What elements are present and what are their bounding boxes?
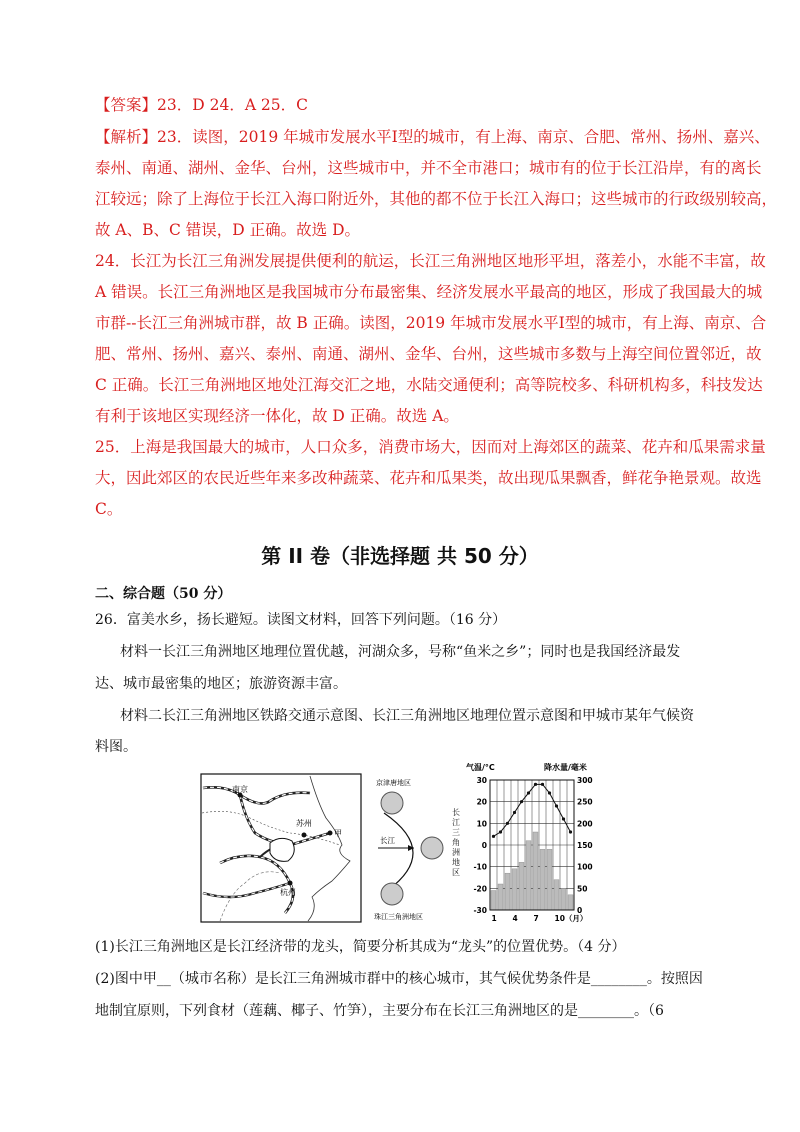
material-2-line: 材料二长江三角洲地区铁路交通示意图、长江三角洲地区地理位置示意图和甲城市某年气候资 [120,708,694,724]
x-tick-label: 10（月） [554,914,588,923]
analysis-line: 故 A、B、C 错误，D 正确。故选 D。 [95,221,361,239]
temperature-point [534,783,537,786]
right-tick-label: 50 [577,884,588,894]
temperature-point [569,830,572,833]
precipitation-bar [491,891,496,911]
left-tick-label: 20 [476,797,487,807]
answer-line [95,95,735,115]
temperature-point [513,811,516,814]
precipitation-bar [533,832,538,910]
analysis-line: 江较远；除了上海位于长江入海口附近外，其他的都不位于长江入海口；这些城市的行政级别较高， [95,190,778,208]
analysis-line: C。 [95,500,123,518]
location-diagram [372,773,462,923]
analysis-label: 【解析】 [95,128,158,146]
right-tick-label: 250 [577,797,593,807]
precipitation-bar [568,895,573,910]
section-heading: 二、综合题（50 分） [95,586,232,602]
climate-chart [462,760,600,925]
precipitation-bar [561,888,566,910]
map-label-nanjing: 南京 [232,785,248,794]
temperature-point [520,800,523,803]
precipitation-bar [554,880,559,910]
figure-group [200,760,600,925]
temperature-point [555,804,558,807]
precipitation-bar [540,849,545,910]
answer-label: 【答案】 [95,96,158,114]
map-label-hangzhou: 杭州 [280,888,296,897]
temperature-point [506,822,509,825]
analysis-line: 市群--长江三角洲城市群，故 B 正确。读图，2019 年城市发展水平Ⅰ型的城市，有上海、南京、合 [95,314,767,332]
x-tick-label: 7 [533,914,539,923]
analysis-line: C 正确。长江三角洲地区地处江海交汇之地，水陆交通便利；高等院校多、科研机构多，科技发达 [95,376,763,394]
map-label-suzhou: 苏州 [296,819,312,828]
precipitation-bar [526,841,531,910]
temperature-point [548,791,551,794]
material-1-line: 达、城市最密集的地区；旅游资源丰富。 [95,676,347,692]
analysis-line: 大，因此郊区的农民近些年来多改种蔬菜、花卉和瓜果类，故出现瓜果飘香，鲜花争艳景观。故选 [95,469,762,487]
analysis-line: 有利于该地区实现经济一体化，故 D 正确。故选 A。 [95,407,459,425]
diagram-label-bottom: 珠江三角洲地区 [374,913,423,921]
diagram-label-top: 京津唐地区 [376,779,411,787]
temperature-point [562,817,565,820]
map-label-jia: 甲 [334,829,342,838]
diagram-label-middle: 长江 [380,836,395,845]
precipitation-bar [519,862,524,910]
question-26-sub1: (1)长江三角洲地区是长江经济带的龙头，简要分析其成为“龙头”的位置优势。（4 分） [95,939,626,955]
precipitation-bar [505,873,510,910]
right-tick-label: 100 [577,862,593,872]
temperature-point [527,791,530,794]
answer-text: 23．D 24．A 25．C [157,96,309,114]
right-tick-label: 200 [577,819,593,829]
left-axis-title: 气温/°C [466,763,495,772]
right-tick-label: 150 [577,841,593,850]
precipitation-bar [547,849,552,910]
right-tick-label: 300 [577,776,593,785]
x-tick-label: 1 [491,914,497,923]
material-2-line: 料图。 [95,739,137,755]
analysis-line: 25．上海是我国最大的城市，人口众多，消费市场大，因而对上海郊区的蔬菜、花卉和瓜果需求量 [95,438,766,456]
question-26-stem: 26．富美水乡，扬长避短。读图文材料，回答下列问题。（16 分） [95,612,507,628]
material-1-line: 材料一长江三角洲地区地理位置优越，河湖众多，号称“鱼米之乡”；同时也是我国经济最发 [120,644,681,660]
x-tick-label: 4 [512,914,518,923]
left-tick-label: -10 [473,862,487,872]
temperature-point [499,830,502,833]
analysis-line [95,127,770,147]
railway-map [200,773,362,923]
diagram-side-label: 长江三角洲地区 [452,808,460,877]
left-tick-label: 10 [476,819,487,829]
question-26-sub2-line: 地制宜原则，下列食材（莲藕、椰子、竹笋），主要分布在长江三角洲地区的是________。（6 [95,1003,664,1019]
right-tick-label: 0 [577,906,583,915]
precipitation-bar [512,869,517,910]
precipitation-bar [498,884,503,910]
temperature-point [492,835,495,838]
left-tick-label: -30 [473,906,487,915]
temperature-point [541,783,544,786]
question-26-sub2-line: (2)图中甲__（城市名称）是长江三角洲城市群中的核心城市，其气候优势条件是________。按照因 [95,971,703,987]
right-axis-title: 降水量/毫米 [544,763,587,772]
left-tick-label: 0 [481,841,487,850]
analysis-line: A 错误。长江三角洲地区是我国城市分布最密集、经济发展水平最高的地区，形成了我国最大的城 [95,283,763,301]
analysis-line: 肥、常州、扬州、嘉兴、泰州、南通、湖州、金华、台州，这些城市多数与上海空间位置邻近，故 [95,345,762,363]
analysis-line: 泰州、南通、湖州、金华、台州，这些城市中，并不全市港口；城市有的位于长江沿岸，有的离长 [95,159,762,177]
section-title: 第 II 卷（非选择题 共 50 分） [261,544,539,568]
analysis-text: 23．读图，2019 年城市发展水平Ⅰ型的城市，有上海、南京、合肥、常州、扬州、嘉兴、 [157,128,770,146]
left-tick-label: -20 [473,884,487,894]
left-tick-label: 30 [476,776,487,785]
analysis-line: 24．长江为长江三角洲发展提供便利的航运，长江三角洲地区地形平坦，落差小，水能不丰富，故 [95,252,766,270]
